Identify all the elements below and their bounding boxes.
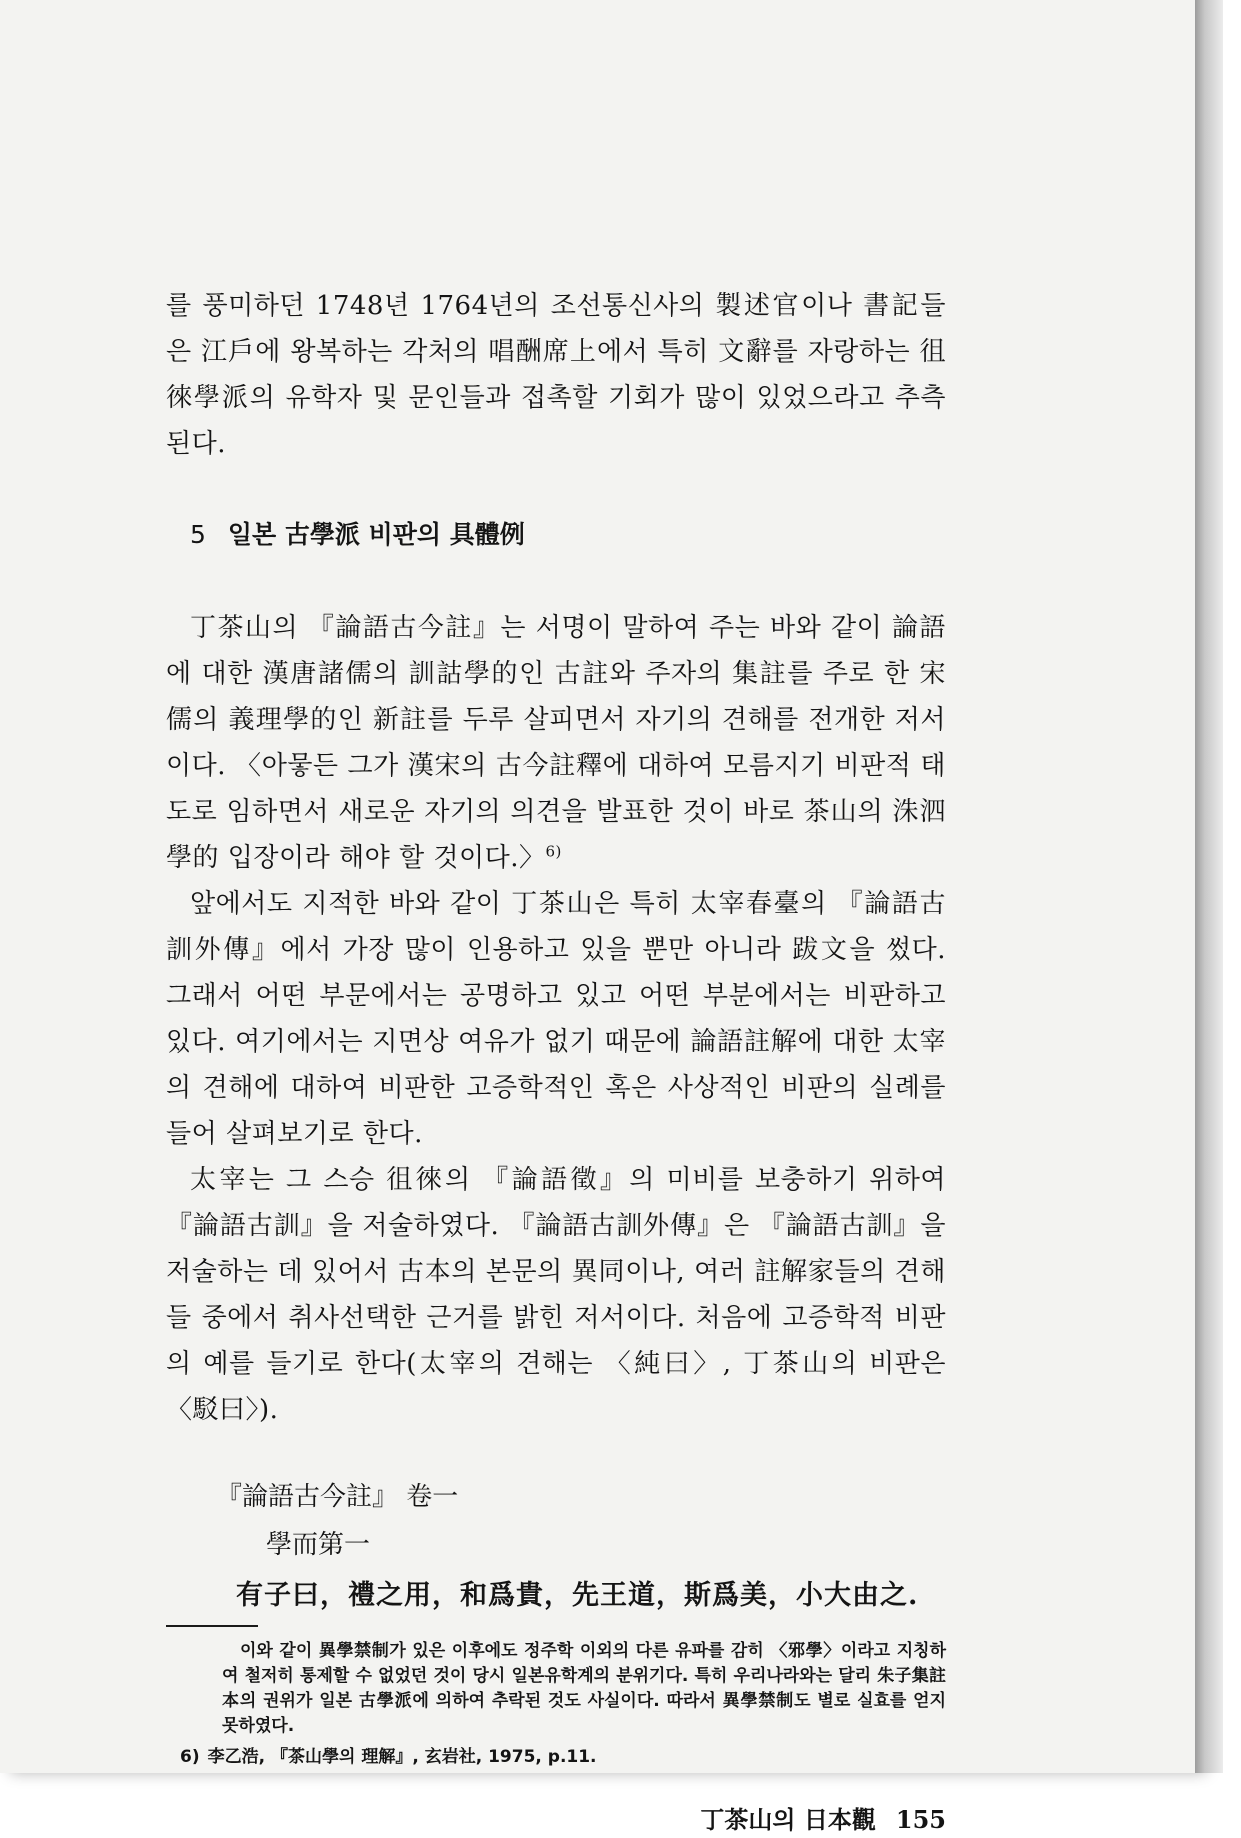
running-footer-title: 丁茶山의 日本觀 [700,1805,876,1834]
quote-block [166,1473,946,1623]
footnote-continuation: 이와 같이 異學禁制가 있은 이후에도 정주학 이외의 다른 유파를 감히 〈邪學〉이라고 지칭하여 철저히 통제할 수 없었던 것이 당시 일본유학계의 분위기다. 특히 우리나라와는 달리 朱子集註本의 권위가 일본 古學派에 의하여 추락된 것도 사실이다. 따라서 異學禁制도 별로 실효를 얻지 못하였다. [222,1641,946,1736]
page-content [166,283,946,1838]
section-number: 5 [190,520,206,549]
quote-text: 有子曰，禮之用，和爲貴，先王道，斯爲美，小大由之. [236,1580,919,1611]
running-footer [166,1802,946,1838]
quote-title: 『論語古今註』 卷一 [216,1482,459,1512]
page-number: 155 [895,1805,946,1834]
footnote-ref: 6) [545,842,562,861]
paragraph-1-text: 丁茶山의 『論語古今註』는 서명이 말하여 주는 바와 같이 論語에 대한 漢唐諸儒의 訓詁學的인 古註와 주자의 集註를 주로 한 宋儒의 義理學的인 新註를 두루 살피면서 자기의 견해를 전개한 저서이다. 〈아뭏든 그가 漢宋의 古今註釋에 대하여 모름지기 비판적 태도로 임하면서 새로운 자기의 의견을 발표한 것이 바로 茶山의 洙泗學的 입장이라 해야 할 것이다.〉 [166,613,946,873]
footnote-6 [180,1745,946,1770]
footnote-text: 李乙浩, 『茶山學의 理解』, 玄岩社, 1975, p.11. [207,1747,597,1767]
footnote-divider [166,1625,258,1627]
section-heading [190,513,946,557]
section-title: 일본 古學派 비판의 具體例 [227,520,525,549]
intro-paragraph: 를 풍미하던 1748년 1764년의 조선통신사의 製述官이나 書記들은 江戶에 왕복하는 각처의 唱酬席上에서 특히 文辭를 자랑하는 徂徠學派의 유학자 및 문인들과 접촉할 기회가 많이 있었으라고 추측된다. [166,291,946,459]
paragraph-1 [166,605,946,881]
paragraph-2: 앞에서도 지적한 바와 같이 丁茶山은 특히 太宰春臺의 『論語古訓外傳』에서 가장 많이 인용하고 있을 뿐만 아니라 跋文을 썼다. 그래서 어떤 부문에서는 공명하고 있고 어떤 부분에서는 비판하고 있다. 여기에서는 지면상 여유가 없기 때문에 論語註解에 대한 太宰의 견해에 대하여 비판한 고증학적인 혹은 사상적인 비판의 실례를 들어 살펴보기로 한다. [166,889,946,1149]
footnote-number: 6) [180,1747,200,1767]
paragraph-3: 太宰는 그 스승 徂徠의 『論語徵』의 미비를 보충하기 위하여 『論語古訓』을 저술하였다. 『論語古訓外傳』은 『論語古訓』을 저술하는 데 있어서 古本의 본문의 異同이나, 여러 註解家들의 견해들 중에서 취사선택한 근거를 밝힌 저서이다. 처음에 고증학적 비판의 예를 들기로 한다(太宰의 견해는 〈純曰〉, 丁茶山의 비판은 〈駁曰〉). [166,1165,946,1425]
page-edge-shadow [1195,0,1223,1773]
quote-subtitle: 學而第一 [266,1530,371,1560]
